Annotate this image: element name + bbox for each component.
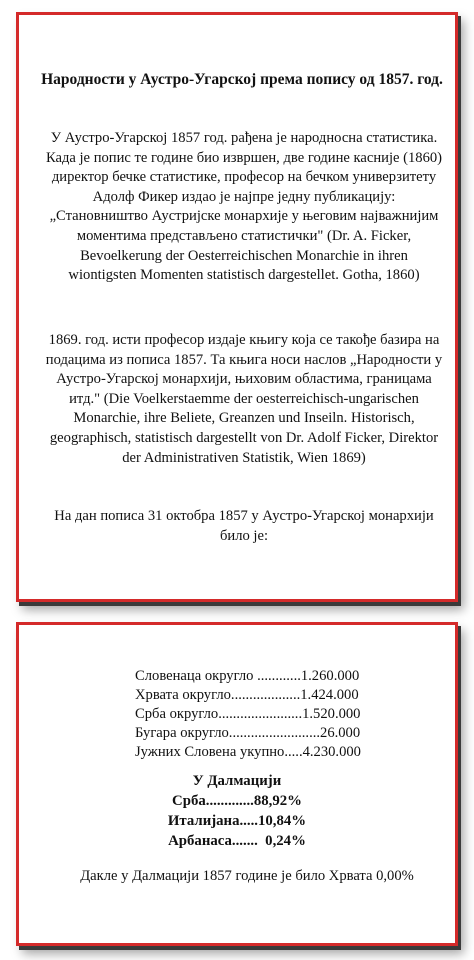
dalmatia-heading: У Далмацији xyxy=(192,773,282,789)
top-page-panel xyxy=(16,12,458,602)
stat-row-serbs: Срба округло.......................1.520.000 xyxy=(135,706,361,722)
stat-row-bulgarians: Бугара округло.........................26.000 xyxy=(135,725,361,741)
stat-row-croats: Хрвата округло...................1.424.000 xyxy=(135,687,359,703)
stat-row-slovenes: Словенаца округло ............1.260.000 xyxy=(135,668,360,684)
paragraph-1: У Аустро-Угарској 1857 год. рађена је народносна статистика. Када је попис те године био извршен, две године касније (1860) директор бечке статистике, професор на бечком универзитету Адолф Фикер издао је најпре једну публикацију: „Становништво Аустријске монархије у његовим најважнијим моментима представљено статистички" (Dr. A. Ficker, Bevoelkerung der Oesterreichischen Monarchie in ihren wiontigsten Momenten statistisch dargestellet. Gotha, 1860) xyxy=(45,130,443,284)
bottom-page-panel xyxy=(16,622,458,946)
dalmatia-row-italians: Италијана.....10,84% xyxy=(167,813,307,829)
document-title: Народности у Аустро-Угарској према попису од 1857. год. xyxy=(41,71,443,88)
dalmatia-row-serbs: Срба.............88,92% xyxy=(172,793,302,809)
paragraph-3: На дан пописа 31 октобра 1857 у Аустро-Угарској монархији било је: xyxy=(54,508,434,544)
conclusion-text: Дакле у Далмацији 1857 године је било Хрвата 0,00% xyxy=(80,868,414,884)
population-stats-list xyxy=(135,667,361,762)
dalmatia-block xyxy=(19,771,455,851)
paragraph-2: 1869. год. исти професор издаје књигу која се такође базира на подацима из пописа 1857. Та књига носи наслов „Народности у Аустро-Угарској монархији, њиховим областима, границама итд." (Die Voelkerstaemme der oesterreichisch-ungarischen Monarchie, ihre Beliete, Greanzen und Inseiln. Historisch, geographisch, statistisch dargestellt von Dr. Adolf Ficker, Direktor der Administrativen Statistik, Wien 1869) xyxy=(45,332,443,466)
dalmatia-row-albanians: Арбанаса....... 0,24% xyxy=(168,833,306,849)
stat-row-south-slavs-total: Јужних Словена укупно.....4.230.000 xyxy=(135,744,361,760)
